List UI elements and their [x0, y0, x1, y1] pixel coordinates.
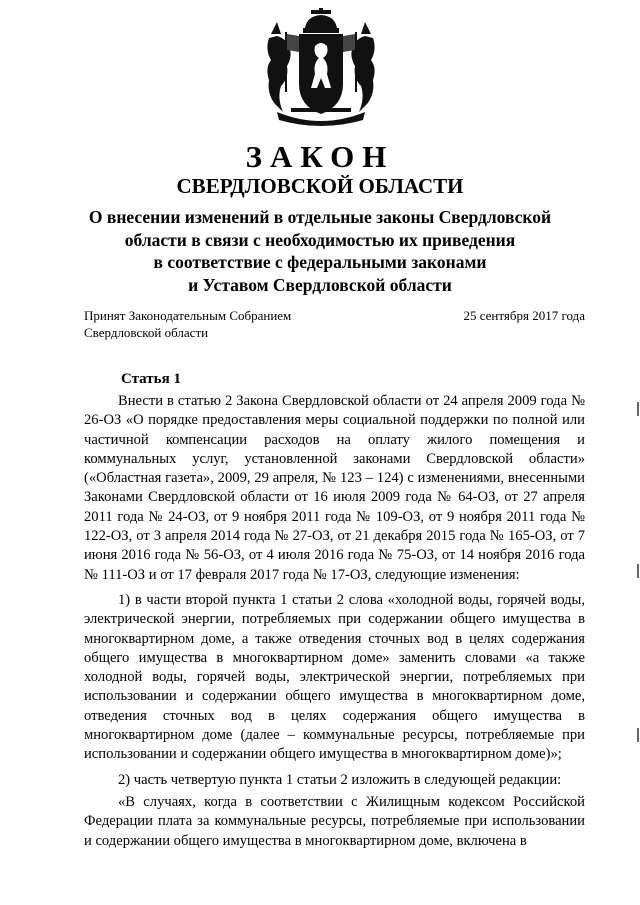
- article-paragraph: «В случаях, когда в соответствии с Жилищным кодексом Российской Федерации плата за коммунальные ресурсы, потребляемые при использовании и содержании общего имущества в многоквартирном доме, включена в: [84, 793, 585, 849]
- law-title: ЗАКОН: [245, 139, 395, 174]
- subject-line: области в связи с необходимостью их приведения: [124, 229, 516, 250]
- subject-line: и Уставом Свердловской области: [188, 274, 452, 295]
- subject-line: О внесении изменений в отдельные законы Свердловской: [88, 207, 552, 227]
- region-title: СВЕРДЛОВСКОЙ ОБЛАСТИ: [176, 174, 464, 198]
- article-paragraph: 1) в части второй пункта 1 статьи 2 слова «холодной воды, горячей воды, электрической энергии, потребляемых при содержании общего имущества в многоквартирном доме, а также отведения сточных вод в целях содержания общего имущества в многоквартирном доме» заменить словами «а также холодной воды, горячей воды, электрической энергии, потребляемых при использовании и содержании общего имущества в многоквартирном доме, отведения сточных вод в целях содержания общего имущества в многоквартирном доме (далее – коммунальные ресурсы, потребляемые при использовании и содержании общего имущества в многоквартирном доме)»;: [84, 591, 585, 763]
- article-paragraph: Внести в статью 2 Закона Свердловской области от 24 апреля 2009 года № 26-ОЗ «О порядке предоставления меры социальной поддержки по полной или частичной компенсации расходов на оплату жилого помещения и коммунальных услуг, установленной законами Свердловской области» («Областная газета», 2009, 29 апреля, № 123 – 124) с изменениями, внесенными Законами Свердловской области от 16 июля 2009 года № 64-ОЗ, от 27 апреля 2011 года № 24-ОЗ, от 9 ноября 2011 года № 109-ОЗ, от 9 ноября 2011 года № 122-ОЗ, от 3 апреля 2014 года № 27-ОЗ, от 21 декабря 2015 года № 165-ОЗ, от 7 июня 2016 года № 56-ОЗ, от 4 июля 2016 года № 75-ОЗ, от 14 ноября 2016 года № 111-ОЗ и от 17 февраля 2017 года № 17-ОЗ, следующие изменения:: [84, 393, 585, 583]
- scan-margin-mark: [637, 564, 639, 578]
- adoption-statement: [84, 307, 291, 341]
- coat-of-arms-emblem: [263, 8, 379, 126]
- adoption-line: Свердловской области: [84, 325, 209, 340]
- article-heading: Статья 1: [121, 371, 181, 387]
- article-body: [84, 392, 585, 857]
- scan-margin-mark: [637, 402, 639, 416]
- law-subject-title: [80, 206, 560, 296]
- adoption-date: 25 сентября 2017 года: [463, 308, 585, 323]
- scan-margin-mark: [637, 728, 639, 742]
- adoption-line: Принят Законодательным Собранием: [84, 308, 292, 323]
- article-paragraph: 2) часть четвертую пункта 1 статьи 2 изложить в следующей редакции:: [118, 771, 562, 788]
- subject-line: в соответствие с федеральными законами: [153, 252, 487, 272]
